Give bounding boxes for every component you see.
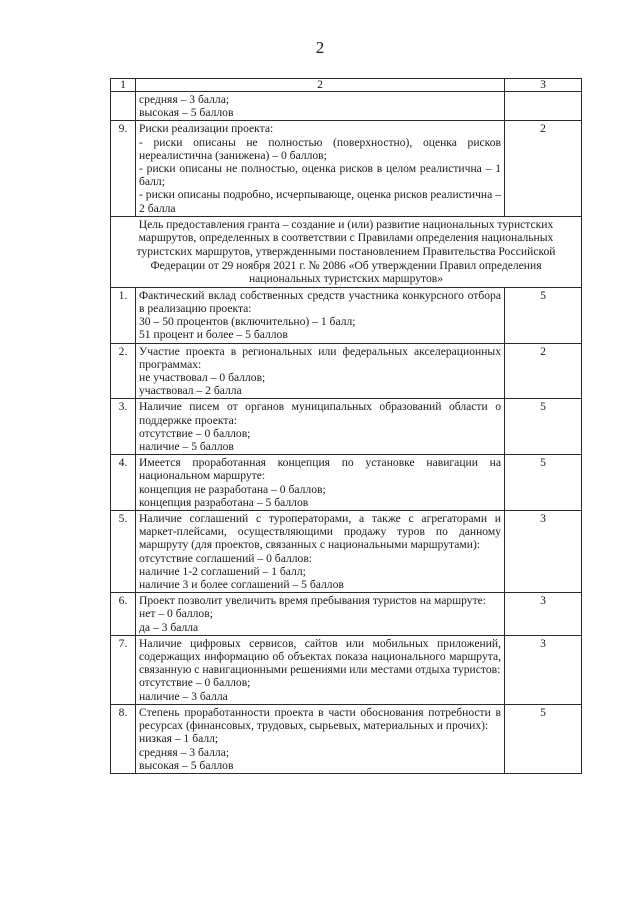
criterion-line: средняя – 3 балла;	[139, 93, 230, 106]
criterion-text	[136, 511, 505, 593]
criterion-line: 51 процент и более – 5 баллов	[139, 328, 288, 342]
criterion-line: наличие 3 и более соглашений – 5 баллов	[139, 578, 344, 592]
header-col-2: 2	[136, 79, 505, 92]
criterion-line: - риски описаны не полностью, оценка рисков в целом реалистична – 1 балл;	[139, 162, 501, 189]
row-number	[111, 92, 136, 121]
criterion-score	[505, 92, 582, 121]
table-row	[111, 455, 582, 511]
criterion-title: Степень проработанности проекта в части обоснования потребности в ресурсах (финансовых, трудовых, сырьевых, материальных и прочих):	[139, 705, 501, 733]
criterion-line: нет – 0 баллов;	[139, 607, 213, 621]
criterion-title: Имеется проработанная концепция по установке навигации на национальном маршруте:	[139, 456, 501, 483]
criterion-line: - риски описаны подробно, исчерпывающе, оценка рисков реалистична – 2 балла	[139, 188, 501, 215]
criterion-title: Наличие цифровых сервисов, сайтов или мобильных приложений, содержащих информацию об объектах показа национального маршрута, связанную с навигационными решениями или местами отдыха туристов:	[139, 636, 501, 677]
criterion-score: 2	[505, 121, 582, 216]
row-number: 6.	[111, 593, 136, 636]
criterion-line: высокая – 5 баллов	[139, 106, 234, 120]
criterion-line: отсутствие соглашений – 0 баллов:	[139, 551, 313, 565]
criterion-line: наличие – 3 балла	[139, 689, 228, 703]
table-row-continuation	[111, 92, 582, 121]
criterion-score: 5	[505, 704, 582, 773]
criterion-score: 5	[505, 287, 582, 343]
table-row-9	[111, 121, 582, 216]
section-row	[111, 216, 582, 287]
section-heading: Цель предоставления гранта – создание и (или) развитие национальных туристских маршрутов, определенных в соответствии с Правилами определения национальных туристских маршрутов, утвержденными постановлением Правительства Российской Федерации от 29 ноября 2021 г. № 2086 «Об утверждении Правил определения национальных туристских маршрутов»	[111, 216, 582, 287]
header-col-1: 1	[111, 79, 136, 92]
table-row	[111, 593, 582, 636]
table-row	[111, 704, 582, 773]
table-row	[111, 635, 582, 704]
criterion-text	[136, 121, 505, 216]
criterion-title: Участие проекта в региональных или федеральных акселерационных программах:	[139, 344, 501, 371]
criterion-title: Риски реализации проекта:	[139, 122, 274, 136]
criterion-score: 3	[505, 511, 582, 593]
criterion-text	[136, 455, 505, 511]
criterion-line: средняя – 3 балла;	[139, 745, 230, 759]
criterion-line: 30 – 50 процентов (включительно) – 1 балл;	[139, 315, 356, 329]
criterion-text	[136, 635, 505, 704]
criterion-title: Наличие соглашений с туроператорами, а также с агрегаторами и маркет-плейсами, осуществляющими продажу туров по данному маршруту (для проектов, связанных с национальными маршрутами):	[139, 512, 501, 552]
row-number: 3.	[111, 399, 136, 455]
criterion-text	[136, 704, 505, 773]
header-col-3: 3	[505, 79, 582, 92]
row-number: 1.	[111, 287, 136, 343]
criterion-line: низкая – 1 балл;	[139, 732, 219, 746]
criterion-line: участвовал – 2 балла	[139, 384, 242, 398]
criterion-line: концепция не разработана – 0 баллов;	[139, 482, 326, 496]
criterion-score: 3	[505, 593, 582, 636]
criterion-line: отсутствие – 0 баллов;	[139, 676, 251, 690]
criterion-line: отсутствие – 0 баллов;	[139, 426, 251, 440]
criteria-body	[111, 287, 582, 773]
row-number: 9.	[111, 121, 136, 216]
criterion-line: не участвовал – 0 баллов;	[139, 371, 266, 385]
row-number: 8.	[111, 704, 136, 773]
criterion-text	[136, 287, 505, 343]
criterion-line: наличие – 5 баллов	[139, 440, 234, 454]
table-row	[111, 399, 582, 455]
table-row	[111, 343, 582, 399]
criterion-title: Наличие писем от органов муниципальных образований области о поддержке проекта:	[139, 400, 501, 427]
criterion-score: 3	[505, 635, 582, 704]
criterion-score: 2	[505, 343, 582, 399]
criterion-title: Проект позволит увеличить время пребывания туристов на маршруте:	[139, 594, 487, 608]
row-number: 2.	[111, 343, 136, 399]
criterion-line: концепция разработана – 5 баллов	[139, 495, 309, 509]
criterion-line: - риски описаны не полностью (поверхностно), оценка рисков нереалистична (занижена) – 0 баллов;	[139, 135, 501, 162]
criterion-text	[136, 92, 505, 121]
table-row	[111, 287, 582, 343]
criterion-text	[136, 399, 505, 455]
criterion-line: наличие 1-2 соглашений – 1 балл;	[139, 564, 306, 578]
criterion-score: 5	[505, 455, 582, 511]
criterion-text	[136, 343, 505, 399]
row-number: 4.	[111, 455, 136, 511]
table-header-row	[111, 79, 582, 92]
criteria-table	[110, 78, 582, 774]
criterion-score: 5	[505, 399, 582, 455]
row-number: 7.	[111, 635, 136, 704]
criterion-line: высокая – 5 баллов	[139, 758, 234, 772]
table-row	[111, 511, 582, 593]
criterion-text	[136, 593, 505, 636]
page-number: 2	[315, 38, 325, 57]
criterion-title: Фактический вклад собственных средств участника конкурсного отбора в реализацию проекта:	[139, 288, 501, 315]
criterion-line: да – 3 балла	[139, 620, 199, 634]
row-number: 5.	[111, 511, 136, 593]
